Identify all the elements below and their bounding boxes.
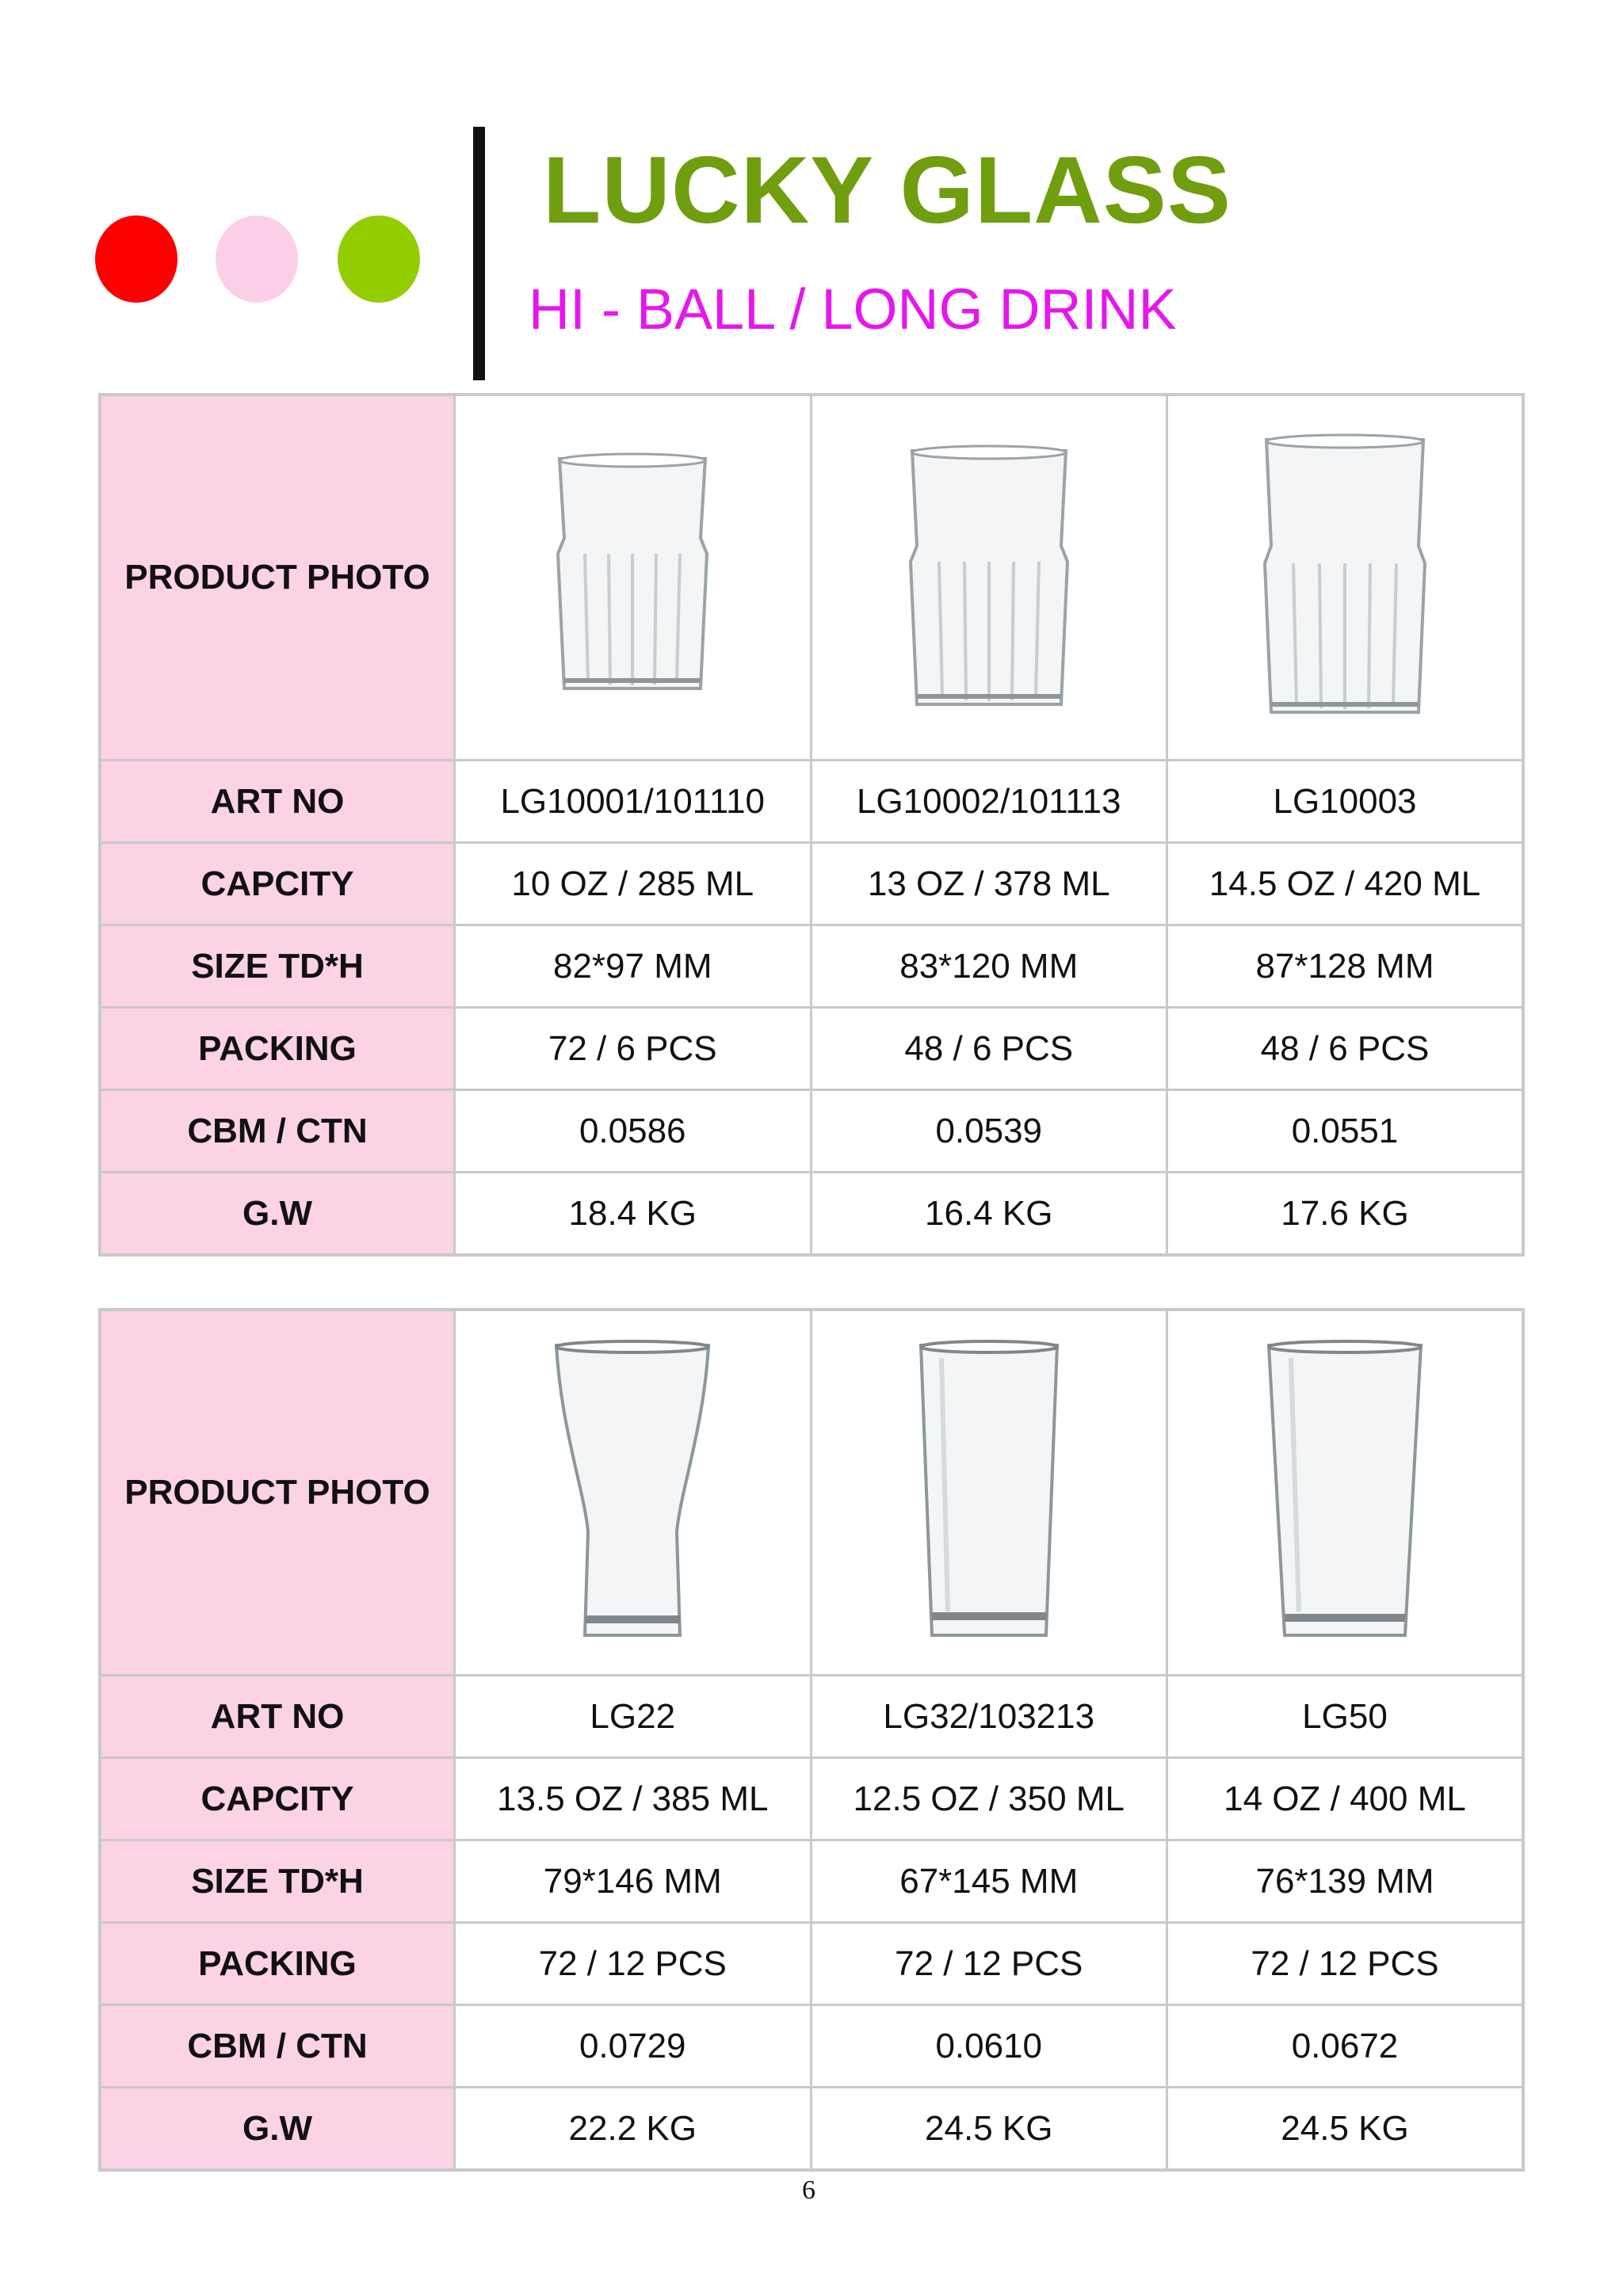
category-subtitle: HI - BALL / LONG DRINK xyxy=(529,278,1177,341)
row-label-photo: PRODUCT PHOTO xyxy=(100,395,455,761)
spec-table-1 xyxy=(98,393,1525,1257)
row-label-cbm: CBM / CTN xyxy=(100,1090,455,1173)
cell-size: 82*97 MM xyxy=(455,925,812,1008)
straight-highball-glass-icon xyxy=(1258,1334,1432,1651)
table-row xyxy=(100,1840,1523,1923)
table-row xyxy=(100,2005,1523,2088)
cell-size: 67*145 MM xyxy=(811,1840,1167,1923)
row-label-capacity: CAPCITY xyxy=(100,1758,455,1840)
row-label-art-no: ART NO xyxy=(100,761,455,843)
cell-capacity: 10 OZ / 285 ML xyxy=(455,843,812,925)
cell-size: 79*146 MM xyxy=(455,1840,812,1923)
red-dot xyxy=(95,215,178,303)
table-row xyxy=(100,1758,1523,1840)
cell-cbm: 0.0610 xyxy=(811,2005,1167,2088)
row-label-packing: PACKING xyxy=(100,1008,455,1090)
cell-cbm: 0.0586 xyxy=(455,1090,812,1173)
cell-art-no: LG10001/101110 xyxy=(455,761,812,843)
cell-art-no: LG10002/101113 xyxy=(811,761,1167,843)
table-row xyxy=(100,925,1523,1008)
row-label-gw: G.W xyxy=(100,2088,455,2171)
table-row xyxy=(100,761,1523,843)
cell-cbm: 0.0729 xyxy=(455,2005,812,2088)
cell-packing: 48 / 6 PCS xyxy=(1167,1008,1524,1090)
row-label-size: SIZE TD*H xyxy=(100,1840,455,1923)
cell-packing: 72 / 12 PCS xyxy=(455,1923,812,2005)
cell-cbm: 0.0551 xyxy=(1167,1090,1524,1173)
cell-size: 83*120 MM xyxy=(811,925,1167,1008)
table-row xyxy=(100,1173,1523,1256)
cell-gw: 24.5 KG xyxy=(811,2088,1167,2171)
cell-packing: 72 / 12 PCS xyxy=(811,1923,1167,2005)
cell-gw: 16.4 KG xyxy=(811,1173,1167,1256)
table-row xyxy=(100,1090,1523,1173)
faceted-tumbler-glass-icon xyxy=(545,443,720,712)
row-label-cbm: CBM / CTN xyxy=(100,2005,455,2088)
cell-capacity: 13.5 OZ / 385 ML xyxy=(455,1758,812,1840)
header-divider xyxy=(473,127,485,380)
table-row xyxy=(100,395,1523,761)
row-label-photo: PRODUCT PHOTO xyxy=(100,1310,455,1676)
faceted-tumbler-glass-icon xyxy=(898,435,1080,720)
cell-capacity: 12.5 OZ / 350 ML xyxy=(811,1758,1167,1840)
straight-highball-glass-icon xyxy=(910,1334,1068,1651)
cell-packing: 72 / 6 PCS xyxy=(455,1008,812,1090)
faceted-tumbler-glass-icon xyxy=(1254,427,1436,728)
row-label-size: SIZE TD*H xyxy=(100,925,455,1008)
pink-dot xyxy=(216,215,298,303)
cell-cbm: 0.0672 xyxy=(1167,2005,1524,2088)
cell-cbm: 0.0539 xyxy=(811,1090,1167,1173)
tulip-highball-glass-icon xyxy=(545,1334,720,1651)
table-row xyxy=(100,1676,1523,1758)
cell-capacity: 14.5 OZ / 420 ML xyxy=(1167,843,1524,925)
cell-art-no: LG32/103213 xyxy=(811,1676,1167,1758)
product-photo xyxy=(1167,1310,1524,1676)
spec-table-2 xyxy=(98,1308,1525,2172)
row-label-capacity: CAPCITY xyxy=(100,843,455,925)
product-photo xyxy=(455,395,812,761)
row-label-packing: PACKING xyxy=(100,1923,455,2005)
table-row xyxy=(100,2088,1523,2171)
row-label-art-no: ART NO xyxy=(100,1676,455,1758)
product-photo xyxy=(811,395,1167,761)
product-photo xyxy=(1167,395,1524,761)
cell-packing: 72 / 12 PCS xyxy=(1167,1923,1524,2005)
green-dot xyxy=(338,215,420,303)
row-label-gw: G.W xyxy=(100,1173,455,1256)
cell-capacity: 13 OZ / 378 ML xyxy=(811,843,1167,925)
cell-size: 87*128 MM xyxy=(1167,925,1524,1008)
cell-gw: 24.5 KG xyxy=(1167,2088,1524,2171)
cell-packing: 48 / 6 PCS xyxy=(811,1008,1167,1090)
table-row xyxy=(100,1923,1523,2005)
cell-size: 76*139 MM xyxy=(1167,1840,1524,1923)
cell-art-no: LG10003 xyxy=(1167,761,1524,843)
cell-capacity: 14 OZ / 400 ML xyxy=(1167,1758,1524,1840)
product-photo xyxy=(811,1310,1167,1676)
table-row xyxy=(100,843,1523,925)
product-photo xyxy=(455,1310,812,1676)
brand-title: LUCKY GLASS xyxy=(543,137,1232,243)
page-number: 6 xyxy=(802,2176,815,2205)
cell-gw: 18.4 KG xyxy=(455,1173,812,1256)
table-row xyxy=(100,1310,1523,1676)
cell-art-no: LG50 xyxy=(1167,1676,1524,1758)
table-row xyxy=(100,1008,1523,1090)
cell-art-no: LG22 xyxy=(455,1676,812,1758)
cell-gw: 17.6 KG xyxy=(1167,1173,1524,1256)
cell-gw: 22.2 KG xyxy=(455,2088,812,2171)
